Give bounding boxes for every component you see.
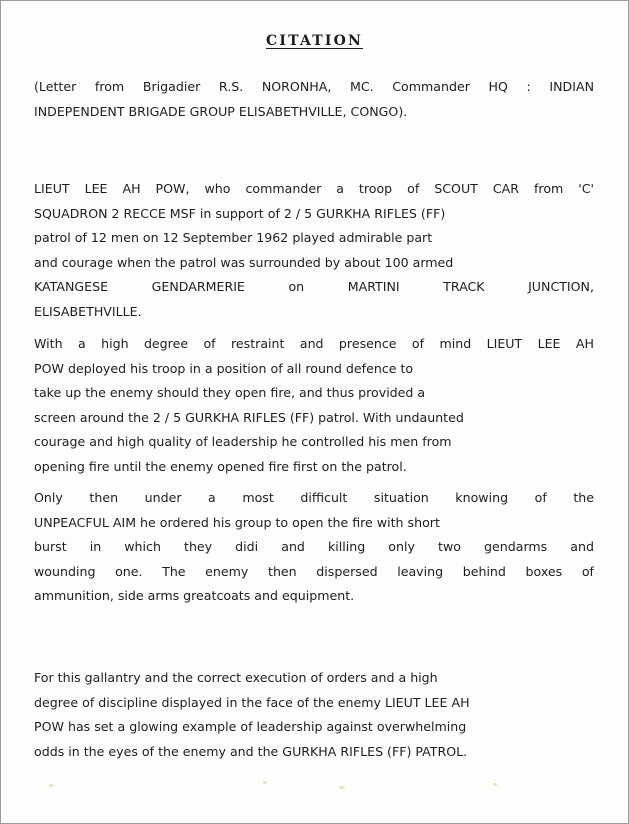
- paragraph-line: POW deployed his troop in a position of all round defence to: [34, 360, 414, 376]
- paragraph-line: screen around the 2 / 5 GURKHA RIFLES (FF) patrol. With undaunted: [34, 409, 464, 425]
- paragraph-line: opening fire until the enemy opened fire first on the patrol.: [34, 458, 407, 474]
- paragraph-line: UNPEACFUL AIM he ordered his group to open the fire with short: [34, 514, 440, 530]
- paragraph-line: odds in the eyes of the enemy and the GURKHA RIFLES (FF) PATROL.: [34, 743, 468, 759]
- paragraph-line: For this gallantry and the correct execution of orders and a high: [34, 670, 438, 685]
- citation-paragraph-1: [34, 177, 594, 324]
- scan-speck: [493, 783, 497, 786]
- scan-speck: [263, 781, 267, 784]
- header-line: (Letter from Brigadier R.S. NORONHA, MC. Commander HQ : INDIAN: [34, 79, 594, 94]
- paragraph-line: take up the enemy should they open fire, and thus provided a: [34, 385, 426, 400]
- paragraph-line: ELISABETHVILLE.: [34, 303, 142, 319]
- scan-speck: [339, 786, 345, 789]
- citation-paragraph-3: [34, 486, 594, 609]
- paragraph-line: burst in which they didi and killing only two gendarms and: [34, 539, 594, 554]
- paragraph-line: courage and high quality of leadership he controlled his men from: [34, 434, 452, 449]
- citation-paragraph-4: [34, 666, 594, 764]
- paragraph-line: KATANGESE GENDARMERIE on MARTINI TRACK JUNCTION,: [34, 279, 594, 294]
- paragraph-line: Only then under a most difficult situation knowing of the: [34, 490, 594, 505]
- paragraph-line: POW has set a glowing example of leadership against overwhelming: [34, 719, 467, 734]
- paragraph-line: With a high degree of restraint and presence of mind LIEUT LEE AH: [34, 336, 594, 351]
- paragraph-line: and courage when the patrol was surrounded by about 100 armed: [34, 254, 454, 270]
- paragraph-line: wounding one. The enemy then dispersed leaving behind boxes of: [34, 563, 594, 579]
- document-title: CITATION: [266, 33, 363, 49]
- paragraph-line: LIEUT LEE AH POW, who commander a troop of SCOUT CAR from 'C': [34, 181, 594, 196]
- paragraph-line: ammunition, side arms greatcoats and equipment.: [34, 588, 355, 603]
- citation-paragraph-2: [34, 332, 594, 479]
- paragraph-line: degree of discipline displayed in the face of the enemy LIEUT LEE AH: [34, 694, 470, 710]
- paragraph-line: patrol of 12 men on 12 September 1962 played admirable part: [34, 230, 433, 245]
- paragraph-line: SQUADRON 2 RECCE MSF in support of 2 / 5 GURKHA RIFLES (FF): [34, 205, 446, 221]
- header-line: INDEPENDENT BRIGADE GROUP ELISABETHVILLE, CONGO).: [34, 103, 408, 119]
- scan-speck: [49, 784, 54, 787]
- header-paragraph: [34, 75, 594, 124]
